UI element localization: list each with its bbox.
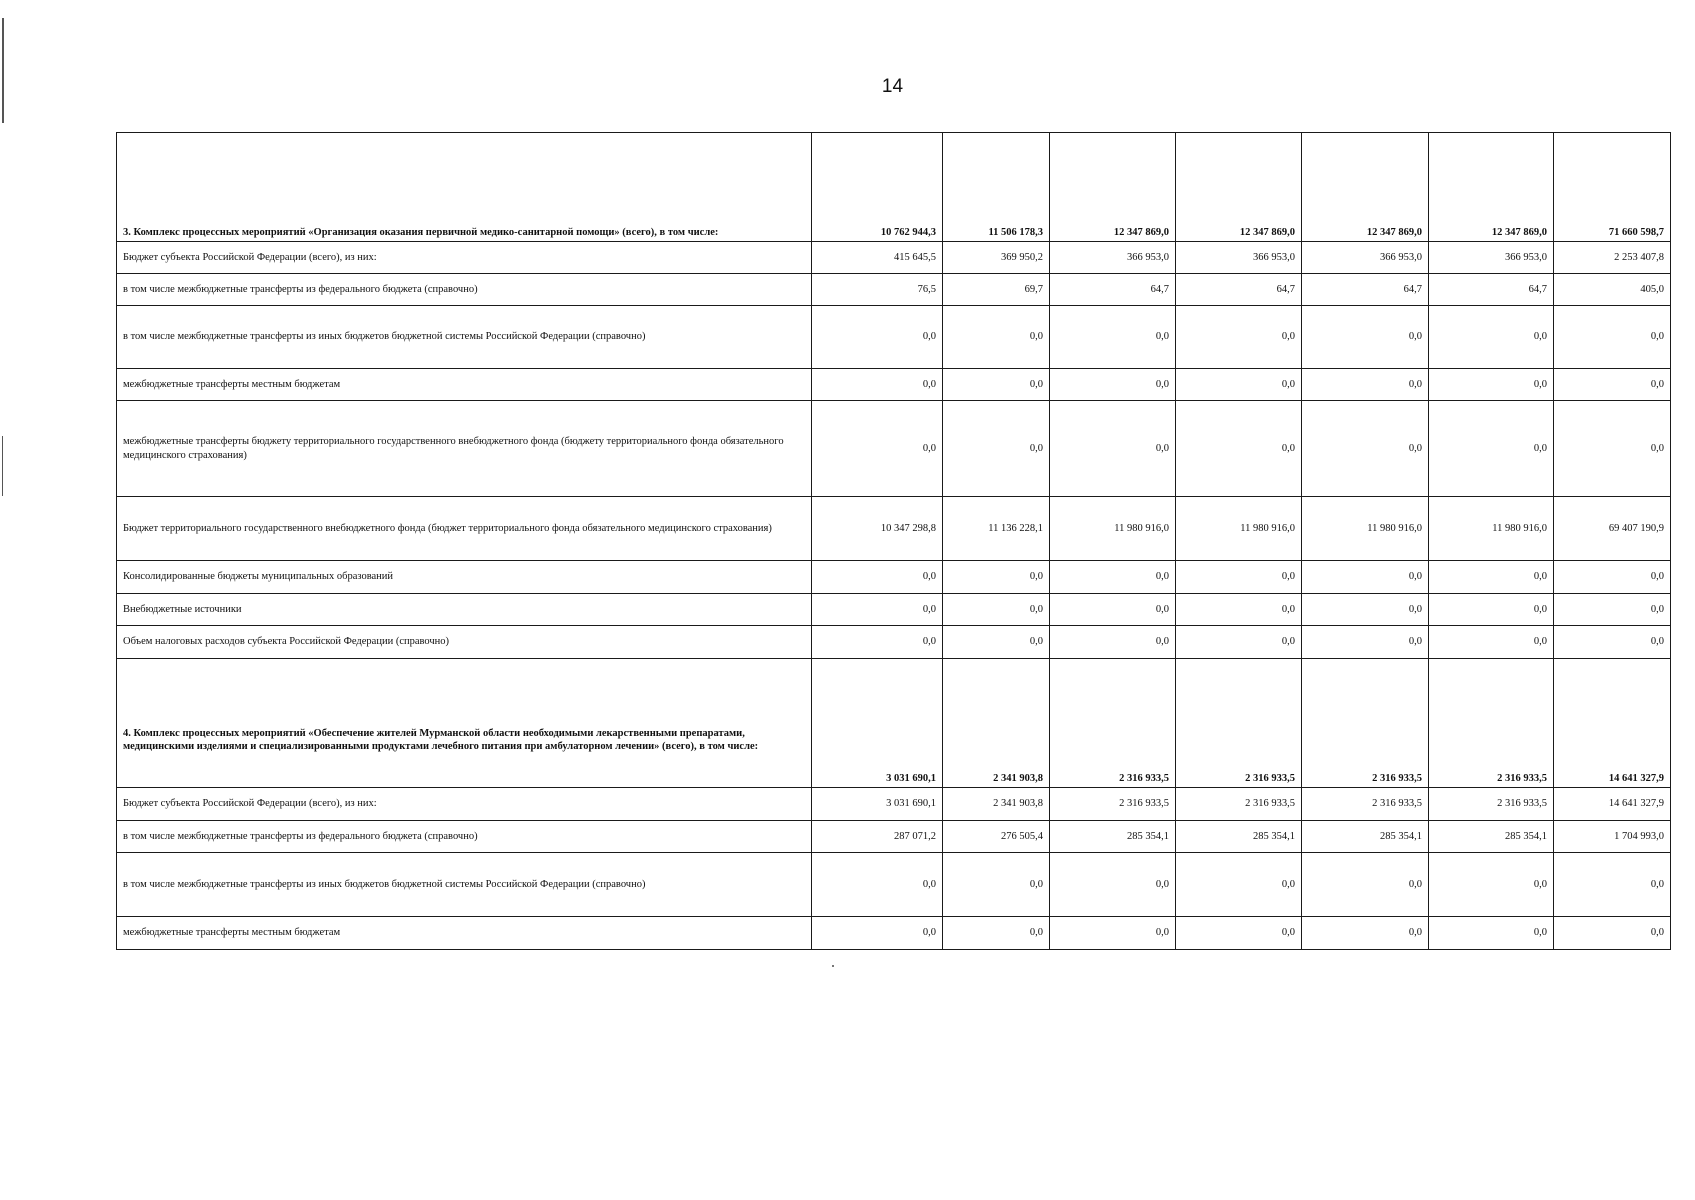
value-cell: 11 506 178,3 [943,133,1050,242]
value-cell: 3 031 690,1 [812,788,943,821]
value-cell: 0,0 [1429,401,1554,497]
value-cell: 2 316 933,5 [1302,659,1429,788]
value-cell: 2 316 933,5 [1429,788,1554,821]
value-cell: 11 980 916,0 [1050,497,1176,561]
value-cell: 2 341 903,8 [943,659,1050,788]
value-cell: 0,0 [1302,594,1429,626]
value-cell: 0,0 [1176,306,1302,369]
page-number: 14 [881,76,904,97]
value-cell: 0,0 [1429,306,1554,369]
row-label: в том числе межбюджетные трансферты из федерального бюджета (справочно) [117,821,812,853]
row-label: межбюджетные трансферты бюджету территориального государственного внебюджетного фонда (бюджету территориального фонда обязательного медицинского страхования) [117,401,812,497]
value-cell: 285 354,1 [1429,821,1554,853]
value-cell: 64,7 [1429,274,1554,306]
value-cell: 2 316 933,5 [1176,659,1302,788]
value-cell: 0,0 [1429,917,1554,950]
row-label: Объем налоговых расходов субъекта Российской Федерации (справочно) [117,626,812,659]
value-cell: 64,7 [1176,274,1302,306]
value-cell: 0,0 [1302,369,1429,401]
value-cell: 285 354,1 [1176,821,1302,853]
row-label: Бюджет субъекта Российской Федерации (всего), из них: [117,242,812,274]
value-cell: 366 953,0 [1302,242,1429,274]
value-cell: 0,0 [1050,853,1176,917]
row-label: в том числе межбюджетные трансферты из федерального бюджета (справочно) [117,274,812,306]
value-cell: 10 347 298,8 [812,497,943,561]
value-cell: 0,0 [1429,594,1554,626]
row-label [117,659,812,788]
value-cell: 366 953,0 [1176,242,1302,274]
value-cell: 0,0 [1050,401,1176,497]
row-label: в том числе межбюджетные трансферты из иных бюджетов бюджетной системы Российской Федерации (справочно) [117,306,812,369]
table-row [117,821,1671,853]
value-cell: 0,0 [1302,626,1429,659]
table-row [117,497,1671,561]
value-cell: 0,0 [1302,853,1429,917]
value-cell: 0,0 [1302,917,1429,950]
value-cell: 11 980 916,0 [1302,497,1429,561]
table-row [117,561,1671,594]
value-cell: 0,0 [943,853,1050,917]
value-cell: 0,0 [1050,594,1176,626]
value-cell: 0,0 [812,853,943,917]
value-cell: 10 762 944,3 [812,133,943,242]
table-row [117,853,1671,917]
row-label: Бюджет субъекта Российской Федерации (всего), из них: [117,788,812,821]
value-cell: 0,0 [1554,594,1671,626]
value-cell: 0,0 [1554,853,1671,917]
value-cell: 276 505,4 [943,821,1050,853]
scan-speck [832,965,834,967]
value-cell: 2 316 933,5 [1050,788,1176,821]
row-label: межбюджетные трансферты местным бюджетам [117,369,812,401]
value-cell: 0,0 [812,594,943,626]
value-cell: 11 980 916,0 [1176,497,1302,561]
value-cell: 0,0 [1176,917,1302,950]
value-cell: 0,0 [943,626,1050,659]
row-label: Внебюджетные источники [117,594,812,626]
value-cell: 1 704 993,0 [1554,821,1671,853]
table-row [117,626,1671,659]
value-cell: 14 641 327,9 [1554,788,1671,821]
value-cell: 405,0 [1554,274,1671,306]
value-cell: 287 071,2 [812,821,943,853]
value-cell: 12 347 869,0 [1176,133,1302,242]
value-cell: 369 950,2 [943,242,1050,274]
row-label: в том числе межбюджетные трансферты из иных бюджетов бюджетной системы Российской Федерации (справочно) [117,853,812,917]
value-cell: 0,0 [1302,561,1429,594]
value-cell: 0,0 [1429,626,1554,659]
value-cell: 285 354,1 [1050,821,1176,853]
table-row [117,369,1671,401]
value-cell: 0,0 [1176,594,1302,626]
value-cell: 0,0 [812,306,943,369]
value-cell: 0,0 [1554,561,1671,594]
value-cell: 0,0 [943,401,1050,497]
value-cell: 0,0 [1554,626,1671,659]
value-cell: 0,0 [1176,853,1302,917]
value-cell: 0,0 [1554,369,1671,401]
value-cell: 0,0 [1176,626,1302,659]
value-cell: 0,0 [1176,561,1302,594]
row-label: 3. Комплекс процессных мероприятий «Организация оказания первичной медико-санитарной помощи» (всего), в том числе: [117,133,812,242]
value-cell: 0,0 [1050,917,1176,950]
value-cell: 0,0 [1176,401,1302,497]
value-cell: 0,0 [943,369,1050,401]
value-cell: 0,0 [1554,917,1671,950]
value-cell: 3 031 690,1 [812,659,943,788]
value-cell: 2 316 933,5 [1176,788,1302,821]
value-cell: 0,0 [1050,561,1176,594]
value-cell: 0,0 [812,917,943,950]
value-cell: 0,0 [1050,626,1176,659]
value-cell: 12 347 869,0 [1050,133,1176,242]
value-cell: 0,0 [1554,306,1671,369]
table-row [117,917,1671,950]
value-cell: 64,7 [1050,274,1176,306]
value-cell: 0,0 [812,369,943,401]
value-cell: 366 953,0 [1429,242,1554,274]
value-cell: 0,0 [812,561,943,594]
value-cell: 0,0 [1302,401,1429,497]
value-cell: 0,0 [1554,401,1671,497]
value-cell: 0,0 [1176,369,1302,401]
table-row [117,274,1671,306]
value-cell: 0,0 [943,917,1050,950]
value-cell: 0,0 [1429,853,1554,917]
scan-edge-mark [2,18,4,123]
value-cell: 11 136 228,1 [943,497,1050,561]
table-row [117,594,1671,626]
value-cell: 2 316 933,5 [1302,788,1429,821]
value-cell: 366 953,0 [1050,242,1176,274]
table-row [117,659,1671,788]
value-cell: 0,0 [1302,306,1429,369]
row-label: межбюджетные трансферты местным бюджетам [117,917,812,950]
row-label: Бюджет территориального государственного внебюджетного фонда (бюджет территориального фонда обязательного медицинского страхования) [117,497,812,561]
table-row [117,133,1671,242]
value-cell: 71 660 598,7 [1554,133,1671,242]
value-cell: 11 980 916,0 [1429,497,1554,561]
value-cell: 12 347 869,0 [1302,133,1429,242]
table-row [117,306,1671,369]
value-cell: 2 316 933,5 [1050,659,1176,788]
value-cell: 2 316 933,5 [1429,659,1554,788]
value-cell: 69,7 [943,274,1050,306]
value-cell: 69 407 190,9 [1554,497,1671,561]
value-cell: 0,0 [943,306,1050,369]
value-cell: 0,0 [812,401,943,497]
value-cell: 0,0 [1429,369,1554,401]
row-label: Консолидированные бюджеты муниципальных образований [117,561,812,594]
value-cell: 0,0 [943,561,1050,594]
scan-edge-mark [2,436,3,496]
table-row [117,788,1671,821]
value-cell: 2 253 407,8 [1554,242,1671,274]
value-cell: 12 347 869,0 [1429,133,1554,242]
value-cell: 0,0 [1050,306,1176,369]
table-row [117,242,1671,274]
value-cell: 2 341 903,8 [943,788,1050,821]
value-cell: 0,0 [1050,369,1176,401]
value-cell: 76,5 [812,274,943,306]
value-cell: 14 641 327,9 [1554,659,1671,788]
value-cell: 64,7 [1302,274,1429,306]
value-cell: 0,0 [1429,561,1554,594]
value-cell: 0,0 [812,626,943,659]
table-row [117,401,1671,497]
value-cell: 0,0 [943,594,1050,626]
budget-table [116,132,1671,950]
section-heading: 4. Комплекс процессных мероприятий «Обеспечение жителей Мурманской области необходимыми лекарственными препаратами, медицинскими изделиями и специализированными продуктами лечебного питания при амбулаторном лечении» (всего), в том числе: [123,727,759,752]
value-cell: 285 354,1 [1302,821,1429,853]
value-cell: 415 645,5 [812,242,943,274]
